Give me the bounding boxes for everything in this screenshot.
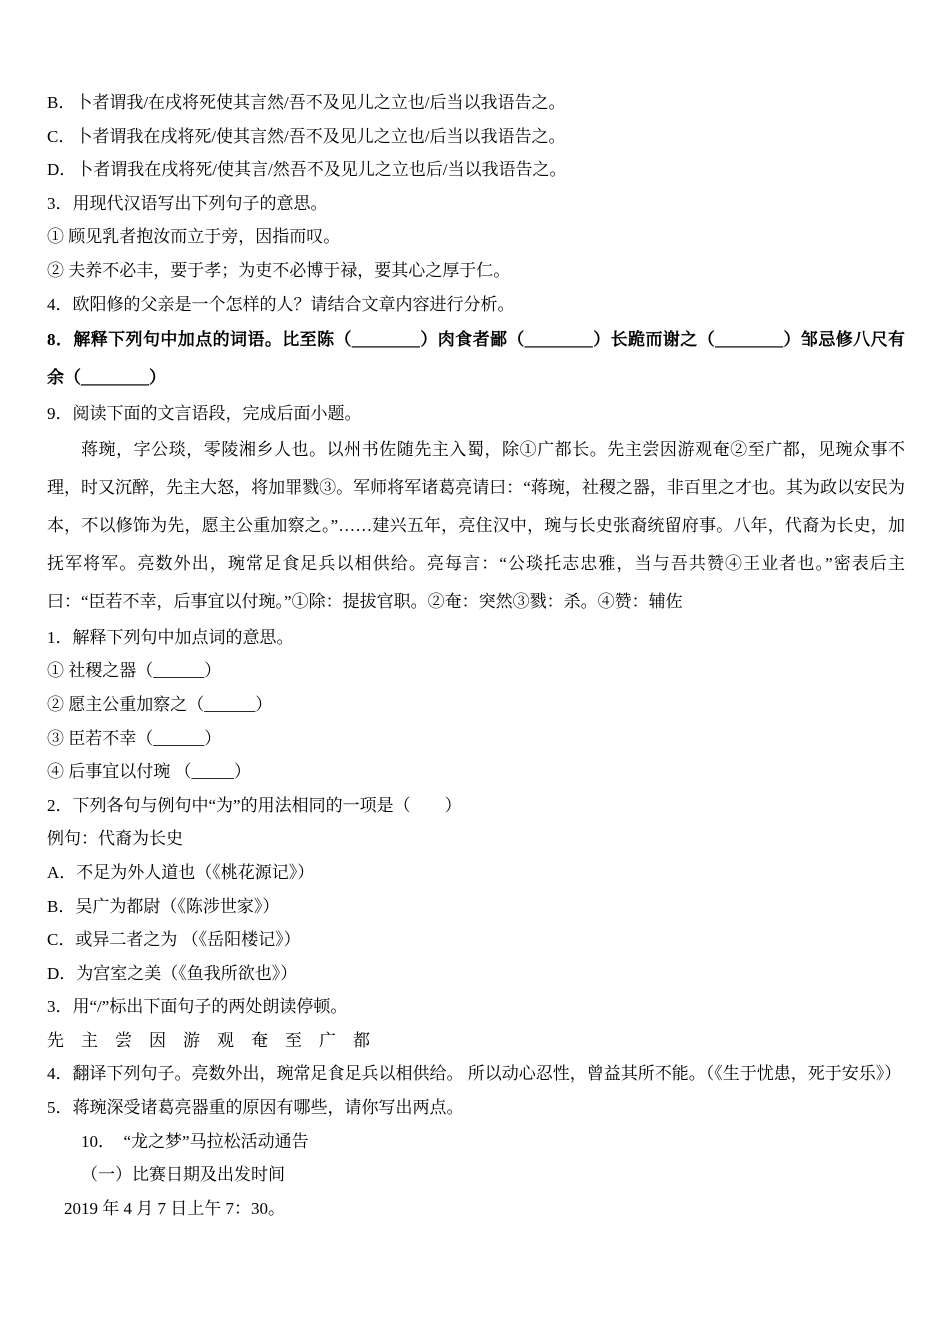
q9-sub2-option-a: A．不足为外人道也（《桃花源记》） bbox=[47, 862, 315, 882]
q9-sub1-item-3: ③ 臣若不幸（______） bbox=[47, 728, 222, 748]
q9-sub3-sentence: 先 主 尝 因 游 观 奄 至 广 都 bbox=[47, 1030, 370, 1050]
question-3-item-2: ② 夫养不必丰，要于孝；为吏不必博于禄，要其心之厚于仁。 bbox=[47, 260, 511, 280]
option-c-line: C．卜者谓我在戌将死/使其言然/吾不及见儿之立也/后当以我语告之。 bbox=[47, 126, 566, 146]
q10-section-1-heading: （一）比赛日期及出发时间 bbox=[81, 1165, 285, 1185]
passage-text: 蒋琬，字公琰，零陵湘乡人也。以州书佐随先主入蜀，除①广都长。先主尝因游观奄②至广都，见琬众事不理，时又沉醉，先主大怒，将加罪戮③。军师将军诸葛亮请曰：“蒋琬，社稷之器，非百里之才也。其为政以安民为本，不以修饰为先，愿主公重加察之。”……建兴五年，亮住汉中，琬与长史张裔统留府事。八年，代裔为长史，加抚军将军。亮数外出，琬常足食足兵以相供给。亮每言：“公琰托志忠雅，当与吾共赞④王业者也。”密表后主曰：“臣若不幸，后事宜以付琬。”①除：提拔官职。②奄：突然③戮：杀。④赞：辅佐 bbox=[47, 439, 905, 611]
question-4: 4．欧阳修的父亲是一个怎样的人？请结合文章内容进行分析。 bbox=[47, 294, 515, 314]
q9-sub2-option-b: B．吴广为都尉（《陈涉世家》） bbox=[47, 896, 280, 916]
q9-sub2-option-c: C．或异二者之为 （《岳阳楼记》） bbox=[47, 930, 301, 950]
question-3-item-1: ① 顾见乳者抱汝而立于旁，因指而叹。 bbox=[47, 227, 341, 247]
q9-sub3: 3．用“/”标出下面句子的两处朗读停顿。 bbox=[47, 997, 348, 1017]
question-9: 9．阅读下面的文言语段，完成后面小题。 bbox=[47, 404, 362, 424]
q10-race-datetime: 2019 年 4 月 7 日上午 7：30。 bbox=[64, 1198, 285, 1218]
q9-sub1: 1．解释下列句中加点词的意思。 bbox=[47, 627, 294, 647]
q9-sub1-item-1: ① 社稷之器（______） bbox=[47, 661, 222, 681]
q9-sub2-option-d: D．为宫室之美（《鱼我所欲也》） bbox=[47, 963, 298, 983]
question-3: 3．用现代汉语写出下列句子的意思。 bbox=[47, 193, 328, 213]
q9-sub2: 2．下列各句与例句中“为”的用法相同的一项是（ ） bbox=[47, 795, 462, 815]
question-10-title: 10． “龙之梦”马拉松活动通告 bbox=[81, 1131, 309, 1151]
option-d-line: D．卜者谓我在戌将死/使其言/然吾不及见儿之立也后/当以我语告之。 bbox=[47, 160, 567, 180]
q9-sub5: 5．蒋琬深受诸葛亮器重的原因有哪些，请你写出两点。 bbox=[47, 1098, 464, 1118]
option-b-line: B．卜者谓我/在戌将死使其言然/吾不及见儿之立也/后当以我语告之。 bbox=[47, 93, 566, 112]
q9-sub1-item-4: ④ 后事宜以付琬 （_____） bbox=[47, 762, 251, 782]
q9-sub1-item-2: ② 愿主公重加察之（______） bbox=[47, 694, 273, 714]
question-8: 8．解释下列句中加点的词语。比至陈（________）肉食者鄙（________）长跪而谢之（________）邹忌修八尺有余（________） bbox=[47, 330, 905, 388]
q9-sub2-example: 例句：代裔为长史 bbox=[47, 829, 183, 849]
q9-sub4: 4．翻译下列句子。亮数外出，琬常足食足兵以相供给。 所以动心忍性，曾益其所不能。（《生于忧患，死于安乐》） bbox=[47, 1064, 902, 1084]
